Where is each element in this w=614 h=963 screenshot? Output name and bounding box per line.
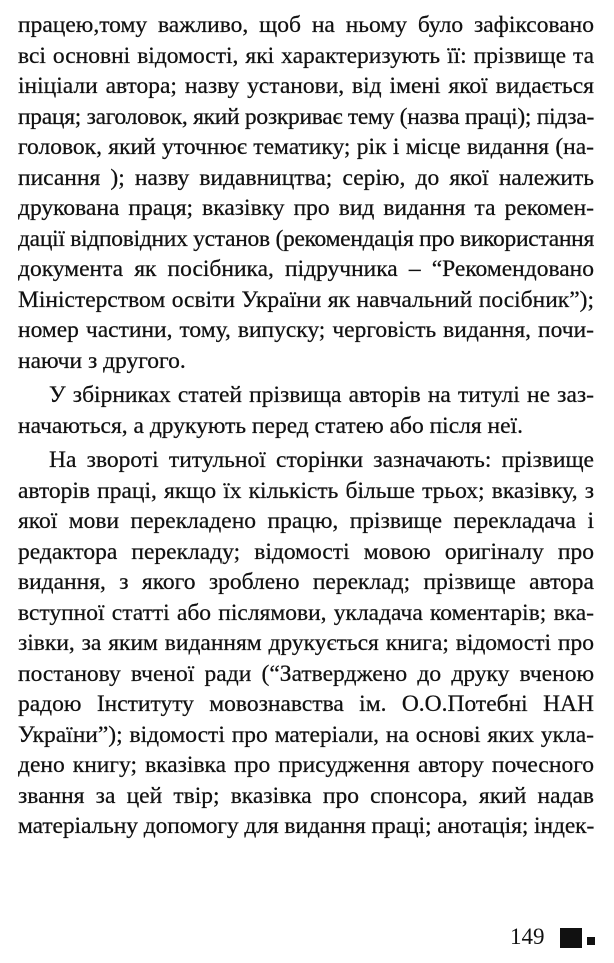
text-line: зівки, за яким виданням друкується книга; відомості про [18,630,594,656]
body-text [18,10,594,842]
text-line: авторів праці, якщо їх кількість більше трьох; вказівку, з [18,477,594,504]
text-line: наючи з другого. [18,347,186,374]
text-line: У збірниках статей прізвища авторів на титулі не заз- [49,382,594,408]
dot-marker-icon [587,937,595,945]
text-line: документа як посібника, підручника – “Рекомендовано [18,256,594,282]
square-marker-icon [560,928,582,948]
page-marker-icon [560,928,596,948]
text-line: звання за цей твір; вказівка про спонсора, який надав [18,782,594,809]
text-line: всі основні відомості, які характеризують її: прізвище та [18,42,594,69]
text-line: якої мови перекладено працю, прізвище перекладача і [18,508,594,534]
text-line: начаються, а друкують перед статею або після неї. [18,412,523,439]
text-line: ініціали автора; назву установи, від імені якої видається [18,73,594,99]
text-line: дено книгу; вказівка про присудження автору почесного [18,752,594,778]
paragraph-3 [18,445,594,842]
text-line: праця; заголовок, який розкриває тему (назва праці); підза- [18,103,594,130]
text-line: матеріальну допомогу для видання праці; анотація; індек- [18,813,594,839]
text-line: працею,тому важливо, щоб на ньому було зафіксовано [18,12,594,38]
paragraph-1 [18,10,594,376]
text-line: друкована праця; вказівку про вид видання та рекомен- [18,195,594,221]
page-footer [0,922,614,952]
text-line: писання ); назву видавництва; серію, до якої належить [18,164,594,191]
text-line: дації відповідних установ (рекомендація про використання [18,225,594,252]
text-line: головок, який уточнює тематику; рік і місце видання (на- [18,134,594,160]
page-number: 149 [510,924,545,949]
text-line: Міністерством освіти України як навчальний посібник”); [18,286,594,313]
text-line: номер частини, тому, випуску; черговість видання, почи- [18,317,594,343]
text-line: вступної статті або післямови, укладача коментарів; вка- [18,599,594,626]
text-line: видання, з якого зроблено переклад; прізвище автора [18,569,594,595]
text-line: редактора перекладу; відомості мовою оригіналу про [18,538,594,565]
text-line: На звороті титульної сторінки зазначають: прізвище [49,447,594,473]
text-line: радою Інституту мовознавства ім. О.О.Потебні НАН [18,691,594,717]
text-line: України”); відомості про матеріали, на основі яких укла- [18,721,594,748]
text-line: постанову вченої ради (“Затверджено до друку вченою [18,660,594,687]
paragraph-2 [18,380,594,441]
